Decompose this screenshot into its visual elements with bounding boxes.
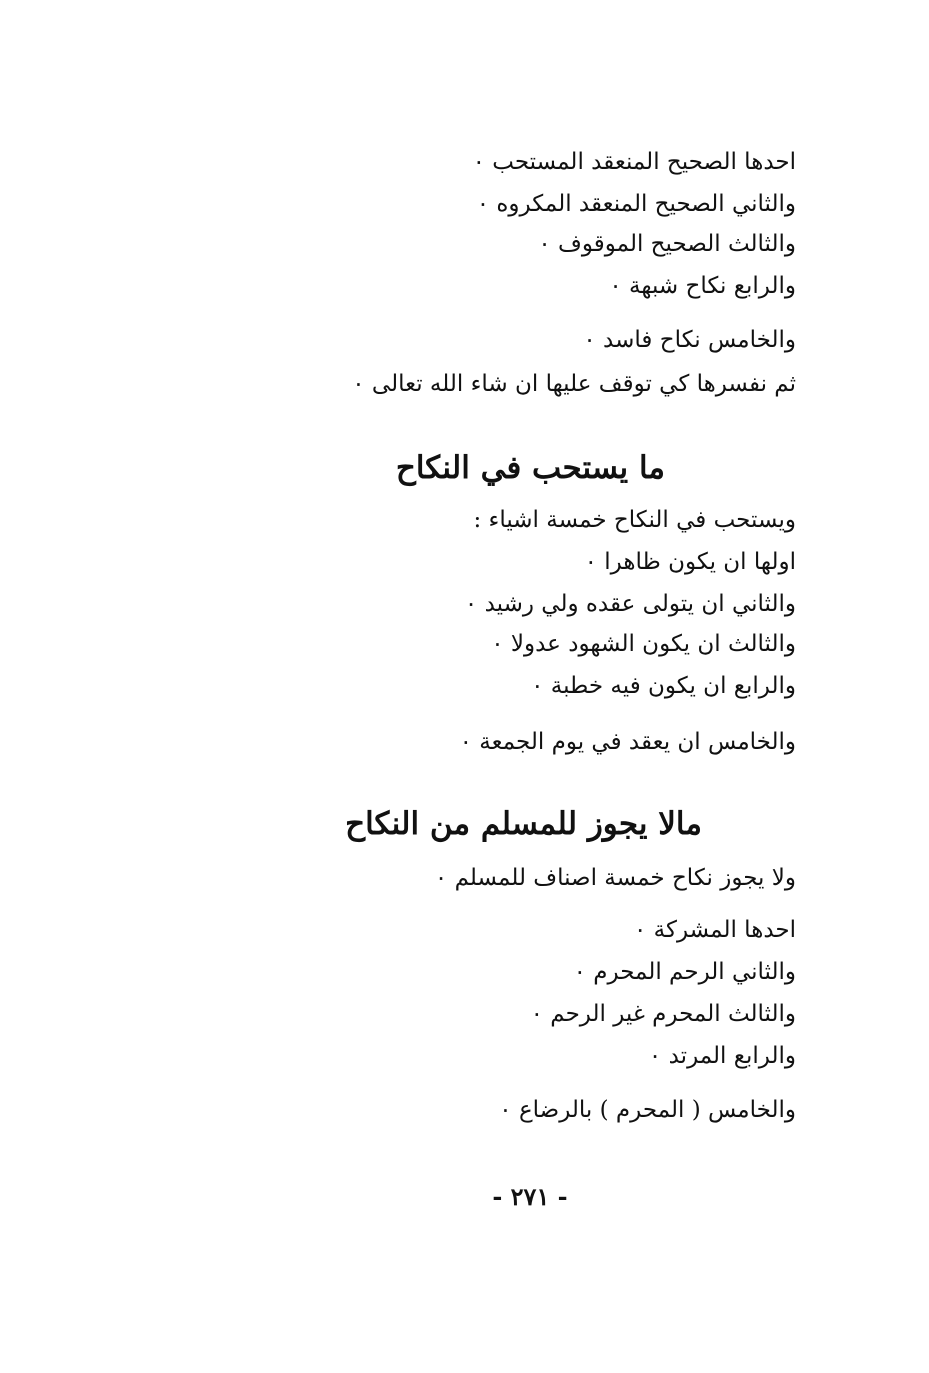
text-line: احدها المشركة ٠ bbox=[634, 917, 796, 943]
text-line: والخامس ان يعقد في يوم الجمعة ٠ bbox=[459, 729, 796, 755]
text-line: والرابع ان يكون فيه خطبة ٠ bbox=[531, 673, 796, 699]
text-line: والثالث ان يكون الشهود عدولا ٠ bbox=[491, 631, 796, 657]
text-line: والخامس نكاح فاسد ٠ bbox=[583, 327, 796, 353]
text-line: والرابع نكاح شبهة ٠ bbox=[609, 273, 796, 299]
text-line: ولا يجوز نكاح خمسة اصناف للمسلم ٠ bbox=[434, 865, 796, 891]
text-line: ثم نفسرها كي توقف عليها ان شاء الله تعالى ٠ bbox=[352, 371, 796, 397]
page-number: - ٢٧١ - bbox=[492, 1182, 568, 1211]
section-heading: ما يستحب في النكاح bbox=[395, 450, 665, 486]
section-heading: مالا يجوز للمسلم من النكاح bbox=[345, 806, 702, 842]
text-line: والثالث المحرم غير الرحم ٠ bbox=[530, 1001, 796, 1027]
text-line: ويستحب في النكاح خمسة اشياء : bbox=[473, 507, 796, 533]
text-line: والثالث الصحيح الموقوف ٠ bbox=[538, 231, 796, 257]
text-line: والثاني الصحيح المنعقد المكروه ٠ bbox=[476, 191, 796, 217]
text-line: اولها ان يكون ظاهرا ٠ bbox=[584, 549, 796, 575]
text-line: والخامس ( المحرم ) بالرضاع ٠ bbox=[499, 1097, 796, 1123]
text-line: والرابع المرتد ٠ bbox=[648, 1043, 796, 1069]
text-line: والثاني الرحم المحرم ٠ bbox=[573, 959, 796, 985]
text-line: احدها الصحيح المنعقد المستحب ٠ bbox=[472, 149, 796, 175]
text-line: والثاني ان يتولى عقده ولي رشيد ٠ bbox=[464, 591, 796, 617]
